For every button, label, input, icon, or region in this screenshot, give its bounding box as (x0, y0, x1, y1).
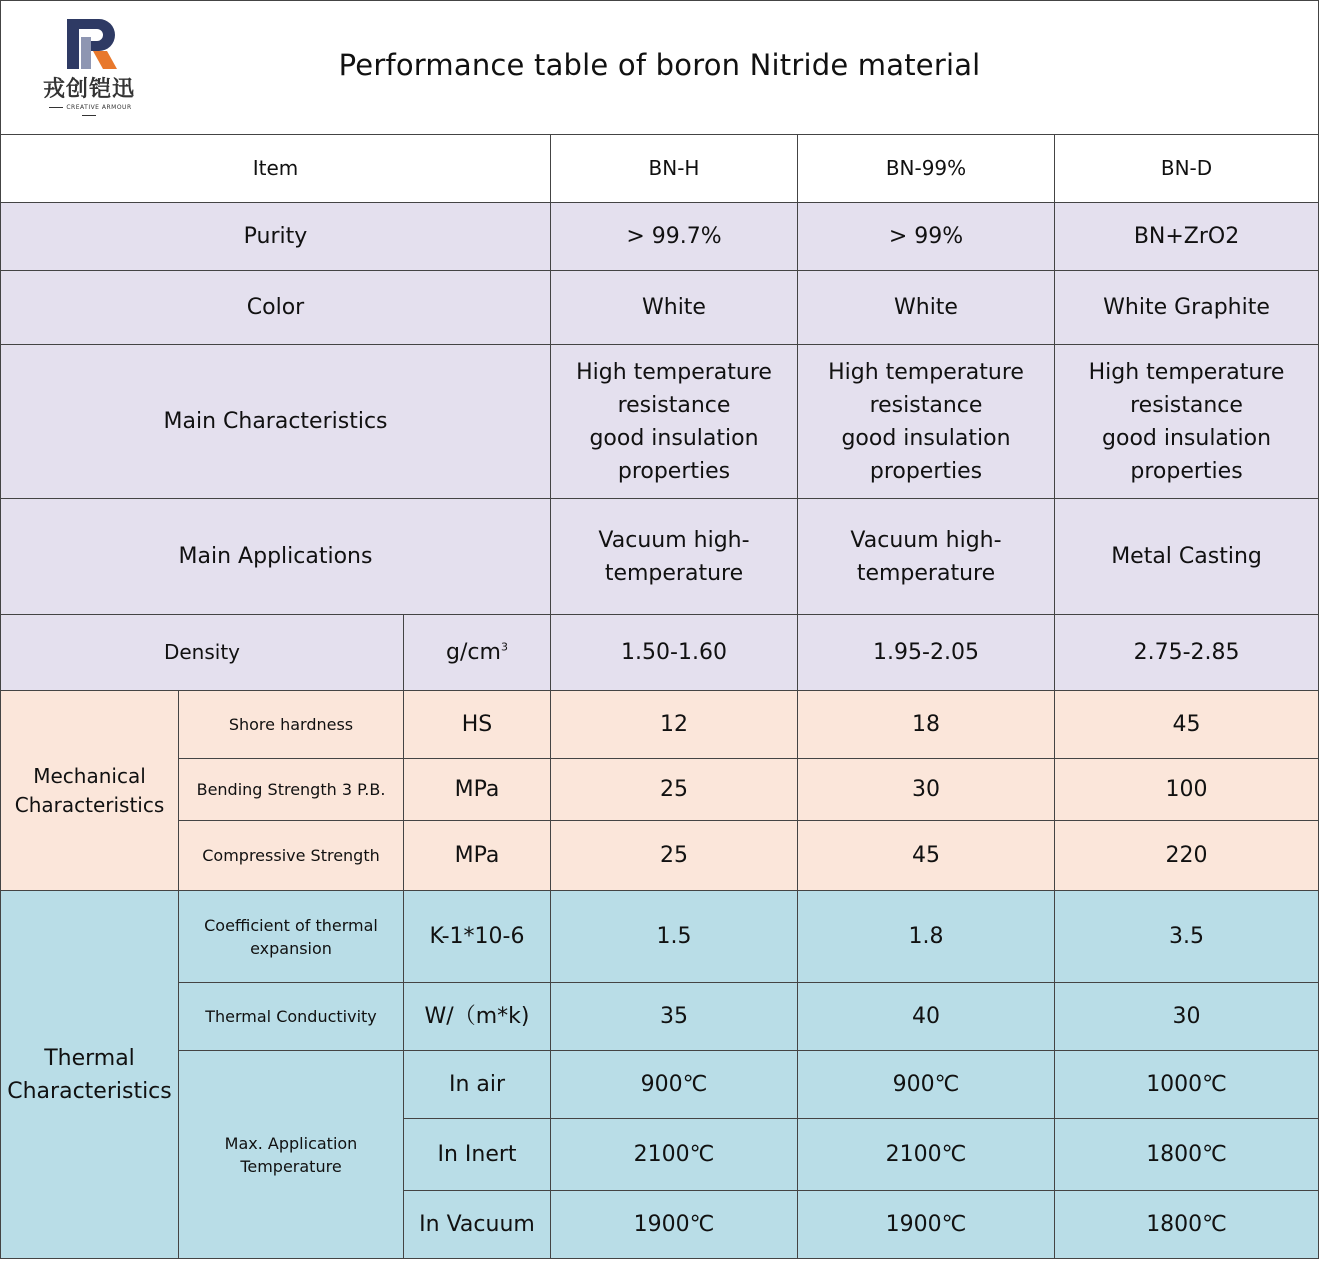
logo-r-icon (41, 15, 141, 75)
color-label: Color (1, 271, 551, 345)
max-temp-air-row (1, 1051, 1319, 1119)
property-unit: In Inert (404, 1119, 551, 1191)
property-value: 1900℃ (551, 1191, 798, 1259)
text-line: resistance (1130, 392, 1243, 418)
property-value: 1000℃ (1055, 1051, 1319, 1119)
page-title: Performance table of boron Nitride material (338, 48, 981, 82)
property-value: 45 (1055, 691, 1319, 759)
color-value: White (798, 271, 1055, 345)
characteristics-value (1055, 345, 1319, 499)
property-value: 1.8 (798, 891, 1055, 983)
property-unit: MPa (404, 759, 551, 821)
property-value: 30 (798, 759, 1055, 821)
property-name (179, 891, 404, 983)
property-value: 2100℃ (551, 1119, 798, 1191)
property-unit: HS (404, 691, 551, 759)
density-value: 2.75-2.85 (1055, 615, 1319, 691)
text-line: temperature (604, 560, 744, 586)
purity-row (1, 203, 1319, 271)
text-line: Coefficient of thermal (204, 915, 378, 935)
text-line: resistance (869, 392, 983, 418)
text-line: resistance (617, 392, 731, 418)
density-row (1, 615, 1319, 691)
characteristics-value (798, 345, 1055, 499)
text-line: good insulation (589, 425, 759, 451)
property-value: 30 (1055, 983, 1319, 1051)
text-line: Metal Casting (1111, 544, 1262, 569)
property-value: 35 (551, 983, 798, 1051)
property-name: Bending Strength 3 P.B. (179, 759, 404, 821)
characteristics-value (551, 345, 798, 499)
text-line: High temperature (828, 359, 1024, 385)
color-value: White (551, 271, 798, 345)
bending-strength-row (1, 759, 1319, 821)
header-grade: BN-D (1055, 135, 1319, 203)
property-value: 25 (551, 821, 798, 891)
property-value: 40 (798, 983, 1055, 1051)
text-line: good insulation (1102, 425, 1272, 451)
property-value: 25 (551, 759, 798, 821)
property-value: 100 (1055, 759, 1319, 821)
header-item: Item (1, 135, 551, 203)
property-value: 45 (798, 821, 1055, 891)
property-unit: In Vacuum (404, 1191, 551, 1259)
property-value: 12 (551, 691, 798, 759)
text-line: Characteristics (14, 792, 165, 817)
purity-value: BN+ZrO2 (1055, 203, 1319, 271)
property-name: Compressive Strength (179, 821, 404, 891)
thermal-group-label (1, 891, 179, 1259)
property-unit: K-1*10-6 (404, 891, 551, 983)
color-row (1, 271, 1319, 345)
property-name (179, 1051, 404, 1259)
text-line: Mechanical (33, 763, 146, 788)
text-line: Vacuum high- (598, 527, 750, 553)
text-line: High temperature (1088, 359, 1285, 385)
text-line: properties (617, 458, 731, 484)
title-row (1, 1, 1319, 135)
thermal-conductivity-row (1, 983, 1319, 1051)
property-value: 1800℃ (1055, 1119, 1319, 1191)
property-unit: W/（m*k) (404, 983, 551, 1051)
text-line: good insulation (841, 425, 1011, 451)
purity-value: > 99% (798, 203, 1055, 271)
property-unit: MPa (404, 821, 551, 891)
applications-value (798, 499, 1055, 615)
text-line: expansion (250, 938, 332, 958)
applications-label: Main Applications (1, 499, 551, 615)
color-value: White Graphite (1055, 271, 1319, 345)
characteristics-row (1, 345, 1319, 499)
property-value: 1.5 (551, 891, 798, 983)
applications-value (551, 499, 798, 615)
density-label: Density (1, 615, 404, 691)
header-grade: BN-H (551, 135, 798, 203)
text-line: High temperature (576, 359, 772, 385)
mechanical-group-label (1, 691, 179, 891)
property-value: 220 (1055, 821, 1319, 891)
property-value: 900℃ (551, 1051, 798, 1119)
text-line: properties (869, 458, 983, 484)
property-value: 900℃ (798, 1051, 1055, 1119)
company-logo (39, 15, 143, 115)
text-line: Characteristics (7, 1078, 172, 1104)
density-value: 1.50-1.60 (551, 615, 798, 691)
purity-label: Purity (1, 203, 551, 271)
text-line: temperature (856, 560, 996, 586)
property-unit: In air (404, 1051, 551, 1119)
text-line: Temperature (240, 1156, 342, 1176)
property-name: Thermal Conductivity (179, 983, 404, 1051)
applications-row (1, 499, 1319, 615)
purity-value: > 99.7% (551, 203, 798, 271)
property-value: 1900℃ (798, 1191, 1055, 1259)
property-value: 18 (798, 691, 1055, 759)
unit-superscript: 3 (500, 640, 508, 654)
logo-english-text: CREATIVE ARMOUR (39, 104, 139, 120)
shore-hardness-row (1, 691, 1319, 759)
property-name: Shore hardness (179, 691, 404, 759)
density-value: 1.95-2.05 (798, 615, 1055, 691)
compressive-strength-row (1, 821, 1319, 891)
unit-text: g/cm (446, 640, 501, 665)
text-line: Vacuum high- (850, 527, 1002, 553)
density-unit (404, 615, 551, 691)
header-row (1, 135, 1319, 203)
header-grade: BN-99% (798, 135, 1055, 203)
logo-chinese-text: 戎创铠迅 (42, 77, 135, 102)
thermal-expansion-row (1, 891, 1319, 983)
property-value: 1800℃ (1055, 1191, 1319, 1259)
text-line: Thermal (44, 1045, 135, 1071)
property-value: 2100℃ (798, 1119, 1055, 1191)
applications-value (1055, 499, 1319, 615)
characteristics-label: Main Characteristics (1, 345, 551, 499)
text-line: properties (1130, 458, 1243, 484)
text-line: Max. Application (224, 1133, 358, 1153)
property-value: 3.5 (1055, 891, 1319, 983)
